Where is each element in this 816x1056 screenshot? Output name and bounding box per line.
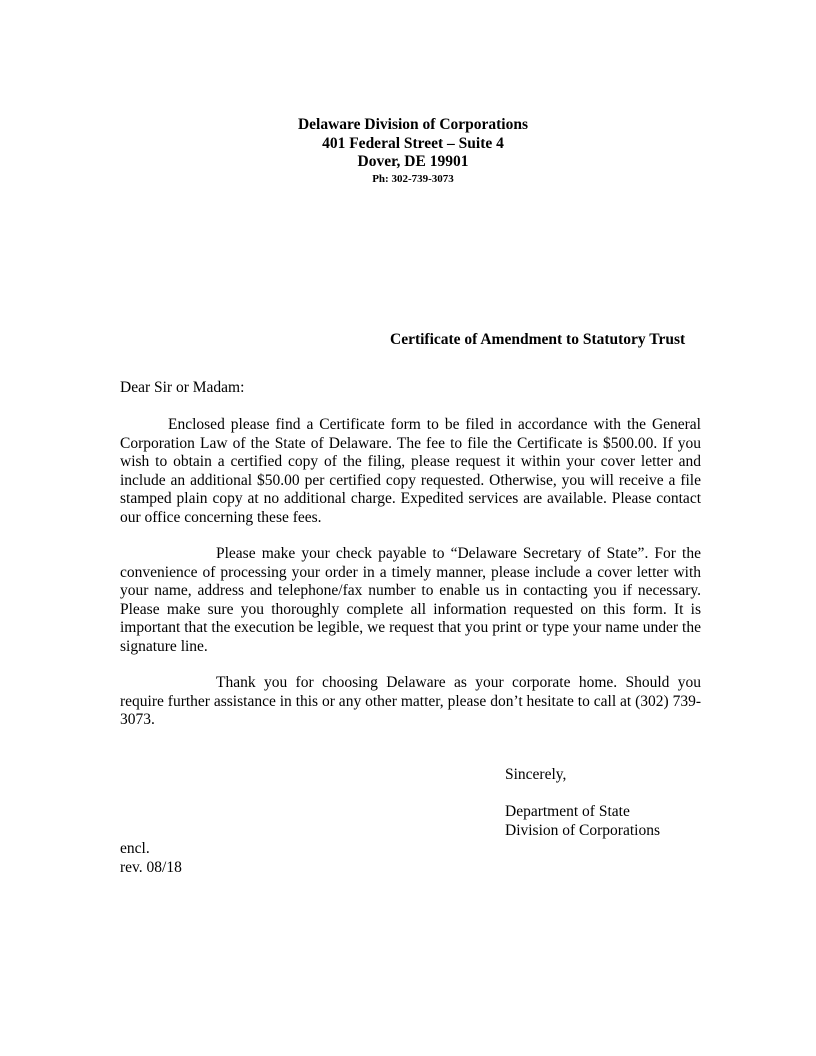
paragraph-thanks: Thank you for choosing Delaware as your corporate home. Should you require further assistance in this or any other matter, please don’t hesitate to call at (302) 739-3073. bbox=[120, 674, 701, 728]
letterhead bbox=[0, 116, 816, 186]
organization-name: Delaware Division of Corporations bbox=[297, 116, 529, 133]
paragraph-payment: Please make your check payable to “Delaware Secretary of State”. For the convenience of processing your order in a timely manner, please include a cover letter with your name, address and telephone/fax number to enable us in contacting you if necessary. Please make sure you thoroughly complete all information requested on this form. It is important that the execution be legible, we request that you print or type your name under the signature line. bbox=[120, 545, 701, 655]
phone-number: Ph: 302-739-3073 bbox=[372, 172, 454, 185]
footer-notes bbox=[120, 840, 182, 877]
certificate-title: Certificate of Amendment to Statutory Trust bbox=[390, 331, 686, 348]
department-name: Department of State bbox=[505, 803, 630, 820]
paragraph-fees: Enclosed please find a Certificate form to be filed in accordance with the General Corporation Law of the State of Delaware. The fee to file the Certificate is $500.00. If you wish to obtain a certified copy of the filing, please request it within your cover letter and include an additional $50.00 per certified copy requested. Otherwise, you will receive a file stamped plain copy at no additional charge. Expedited services are available. Please contact our office concerning these fees. bbox=[120, 416, 701, 526]
street-address: 401 Federal Street – Suite 4 bbox=[322, 134, 504, 152]
salutation: Dear Sir or Madam: bbox=[120, 379, 245, 396]
division-name: Division of Corporations bbox=[505, 821, 660, 839]
valediction: Sincerely, bbox=[505, 766, 567, 783]
signature-block bbox=[505, 803, 660, 840]
city-state-zip: Dover, DE 19901 bbox=[357, 153, 469, 170]
revision-note: rev. 08/18 bbox=[120, 858, 182, 876]
enclosure-note: encl. bbox=[120, 840, 150, 857]
